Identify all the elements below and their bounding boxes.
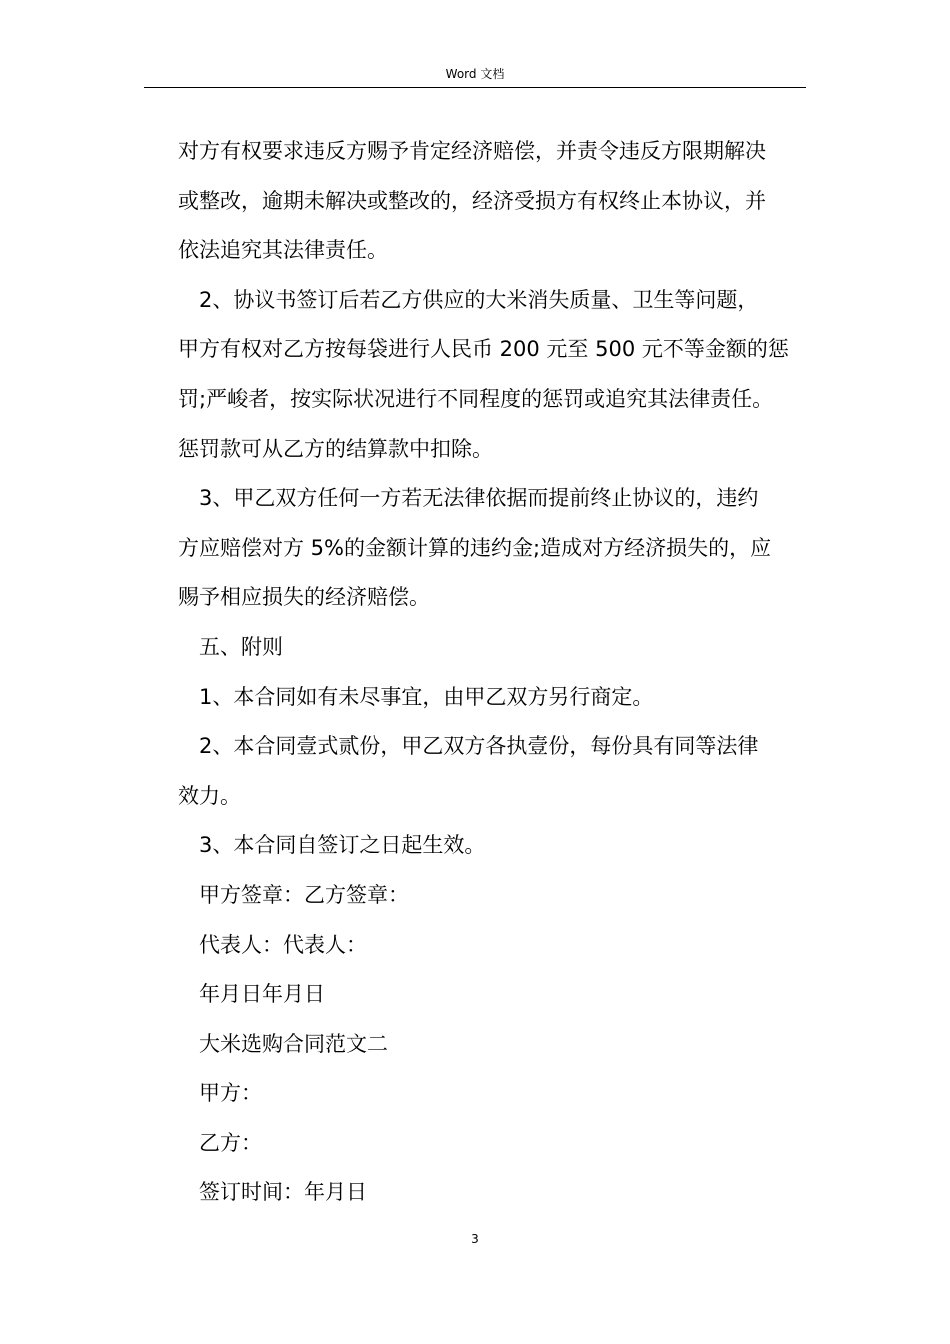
date-line: 年月日年月日 — [199, 982, 325, 1007]
clause-2-line-2: 效力。 — [178, 783, 241, 808]
paragraph-1-line-3: 依法追究其法律责任。 — [178, 238, 388, 263]
page-number: 3 — [471, 1232, 479, 1246]
page-header: Word 文档 — [445, 67, 505, 81]
paragraph-3-line-3: 赐予相应损失的经济赔偿。 — [178, 585, 430, 610]
header-rule — [144, 87, 806, 88]
clause-3: 3、本合同自签订之日起生效。 — [199, 833, 486, 858]
paragraph-2-line-2: 甲方有权对乙方按每袋进行人民币 200 元至 500 元不等金额的惩 — [178, 337, 789, 362]
document-body — [178, 127, 804, 1218]
paragraph-2-line-1: 2、协议书签订后若乙方供应的大米消失质量、卫生等问题， — [199, 287, 759, 312]
paragraph-2-line-3: 罚;严峻者，按实际状况进行不同程度的惩罚或追究其法律责任。 — [178, 386, 774, 411]
clause-2-line-1: 2、本合同壹式贰份，甲乙双方各执壹份，每份具有同等法律 — [199, 734, 759, 759]
paragraph-2-line-4: 惩罚款可从乙方的结算款中扣除。 — [178, 436, 493, 461]
section-heading-appendix: 五、附则 — [199, 634, 283, 659]
party-a-line: 甲方： — [199, 1081, 262, 1106]
party-b-line: 乙方： — [199, 1130, 262, 1155]
contract-title-2: 大米选购合同范文二 — [199, 1031, 388, 1056]
signature-line: 甲方签章：乙方签章： — [199, 882, 409, 907]
paragraph-1-line-2: 或整改，逾期未解决或整改的，经济受损方有权终止本协议，并 — [178, 188, 766, 213]
paragraph-1-line-1: 对方有权要求违反方赐予肯定经济赔偿，并责令违反方限期解决 — [178, 139, 766, 163]
representative-line: 代表人：代表人： — [199, 932, 367, 957]
clause-1: 1、本合同如有未尽事宜，由甲乙双方另行商定。 — [199, 684, 654, 709]
paragraph-3-line-1: 3、甲乙双方任何一方若无法律依据而提前终止协议的，违约 — [199, 486, 759, 511]
paragraph-3-line-2: 方应赔偿对方 5%的金额计算的违约金;造成对方经济损失的，应 — [178, 535, 772, 560]
signing-time-line: 签订时间：年月日 — [199, 1180, 367, 1205]
